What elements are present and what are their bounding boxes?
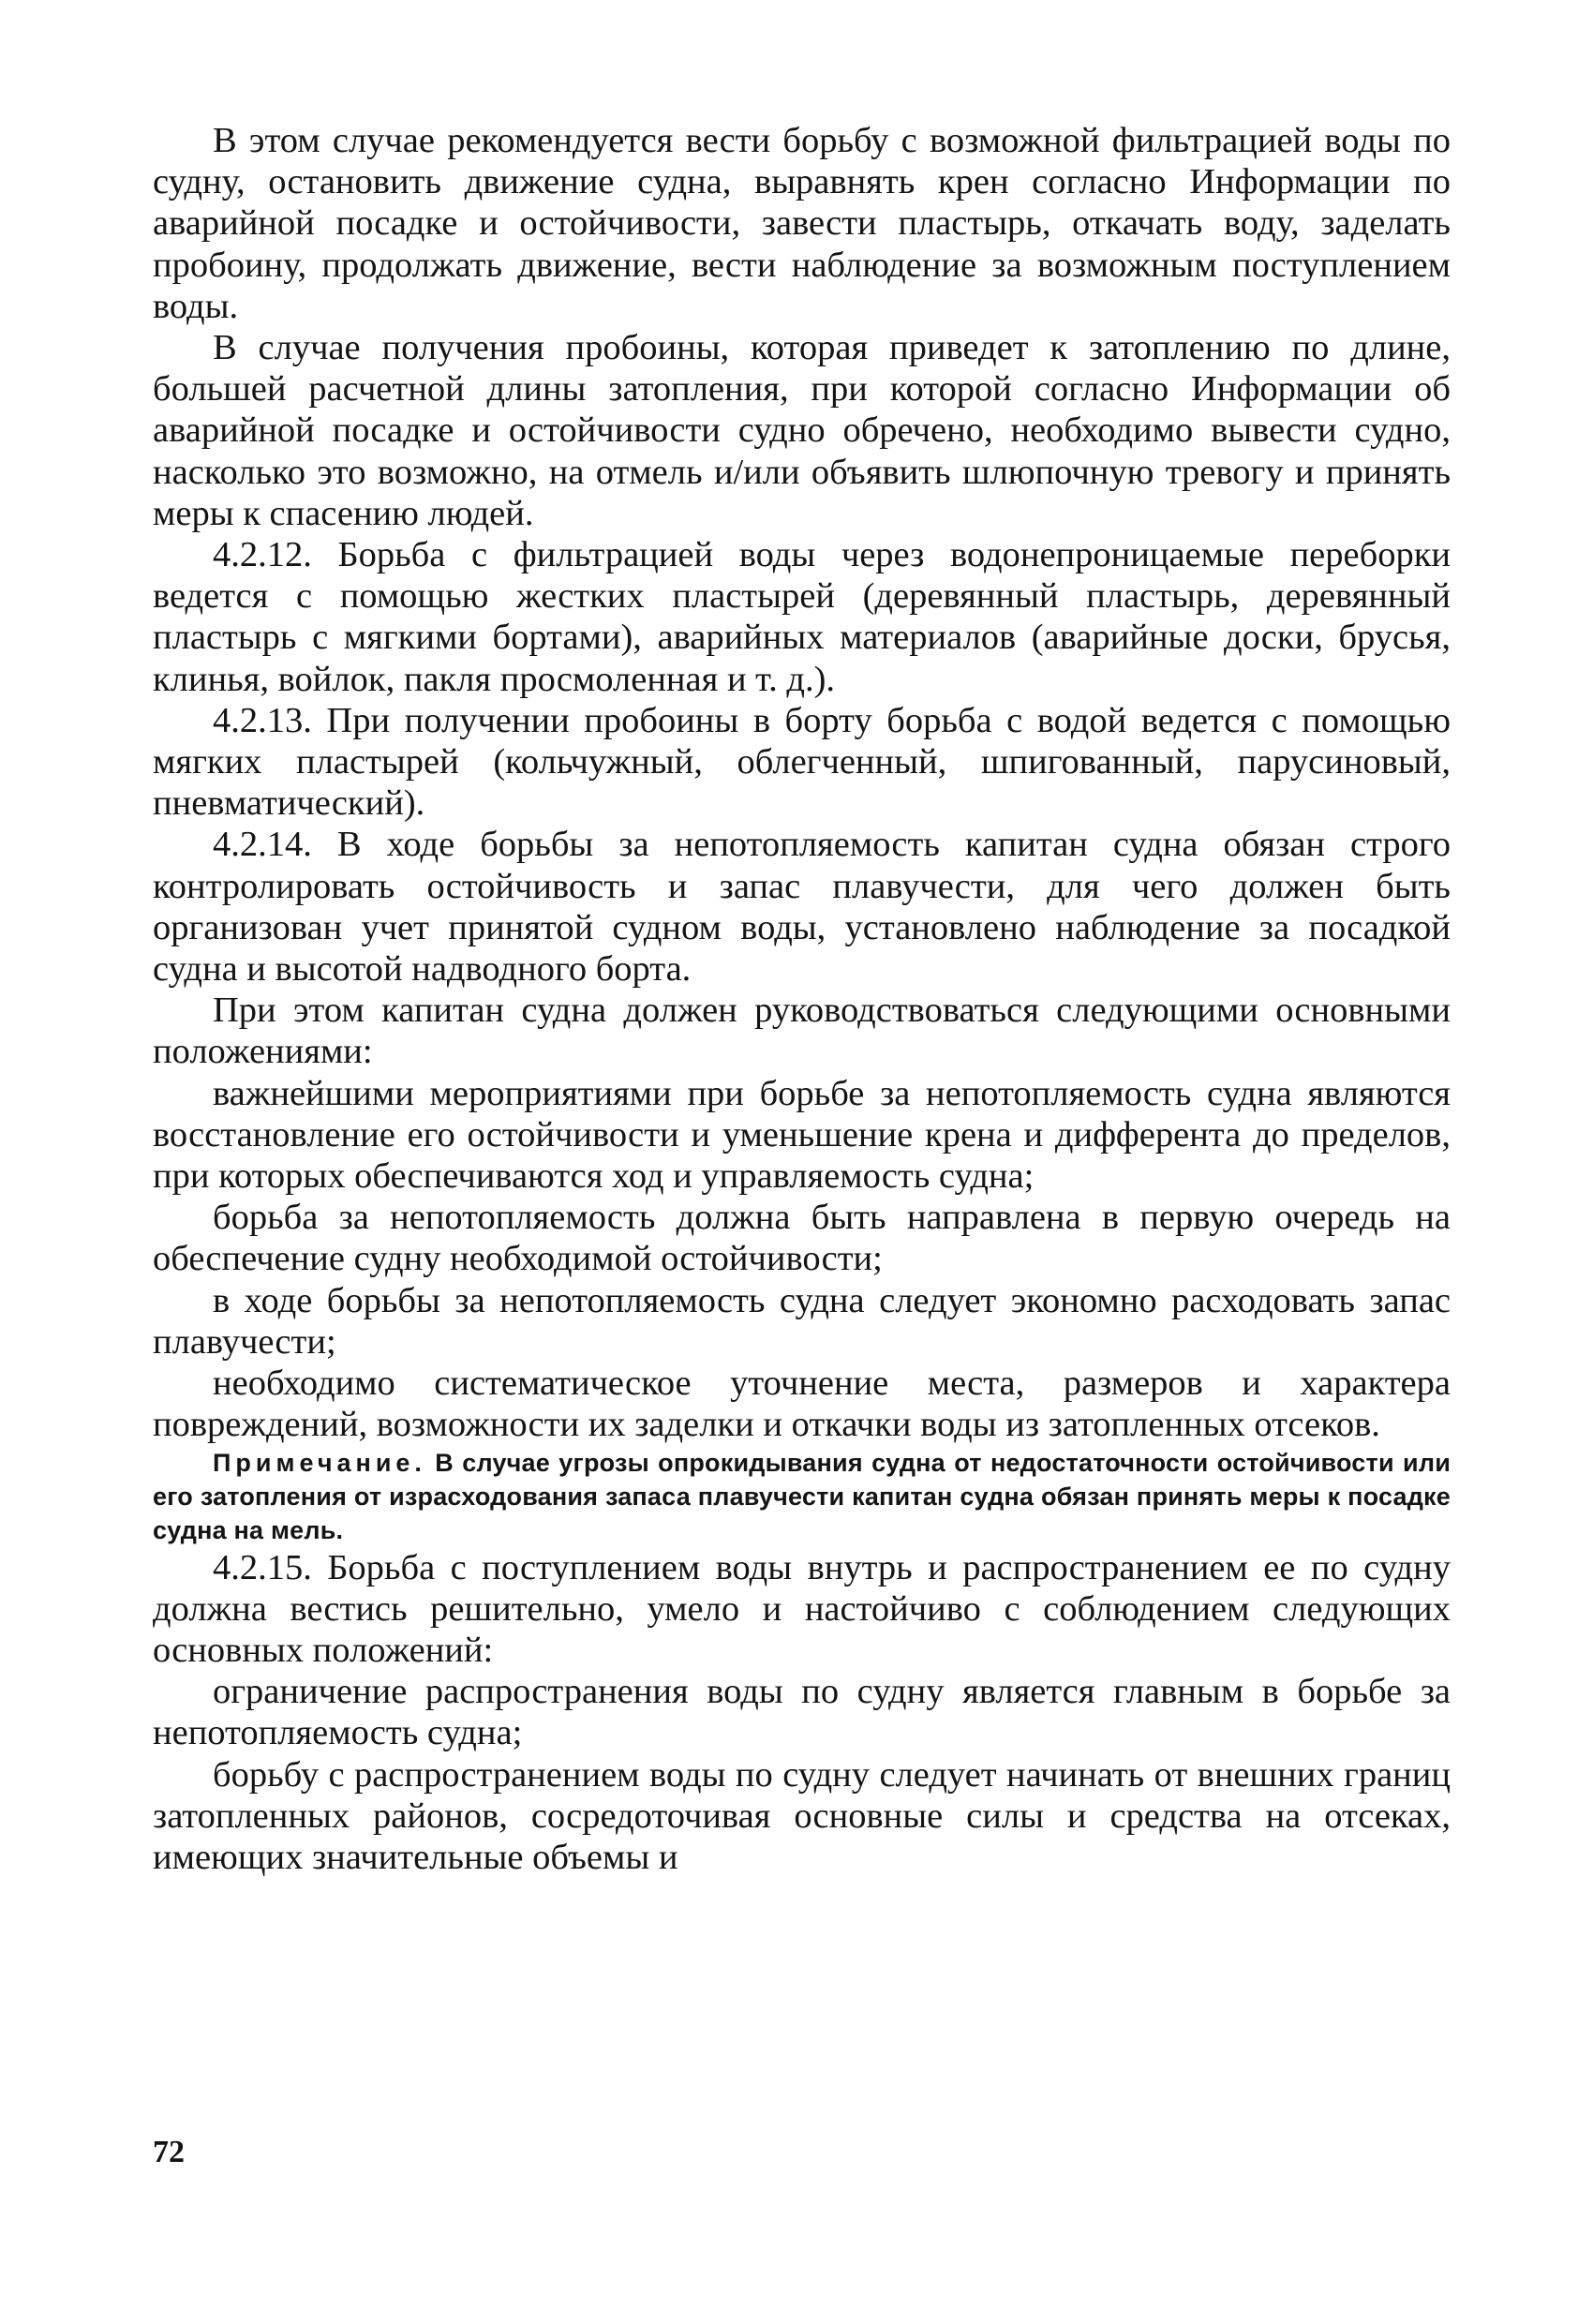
paragraph: В этом случае рекомендуется вести борьбу с возможной фильтрацией воды по судну, остановить движение судна, выравнять крен согласно Информации по аварийной посадке и остойчивости, завести пластырь, откачать воду, заделать пробоину, продолжать движение, вести наблюдение за возможным поступлением воды. [153, 121, 1451, 326]
paragraph: 4.2.13. При получении пробоины в борту борьба с водой ведется с помощью мягких пластырей (кольчужный, облегченный, шпигованный, парусиновый, пневматический). [153, 700, 1451, 824]
footnote-label: Примечание. [213, 1448, 426, 1477]
body-text [153, 120, 1451, 1878]
paragraph: В случае получения пробоины, которая приведет к затоплению по длине, большей расчетной длины затопления, при которой согласно Информации об аварийной посадке и остойчивости судно обречено, необходимо вывести судно, насколько это возможно, на отмель и/или объявить шлюпочную тревогу и принять меры к спасению людей. [153, 328, 1451, 533]
paragraph: ограничение распространения воды по судну является главным в борьбе за непотопляемость судна; [153, 1672, 1451, 1753]
footnote-text: В случае угрозы опрокидывания судна от недостаточности остойчивости или его затопления от израсходования запаса плавучести капитан судна обязан принять меры к посадке судна на мель. [153, 1448, 1451, 1544]
paragraph: 4.2.12. Борьба с фильтрацией воды через водонепроницаемые переборки ведется с помощью жестких пластырей (деревянный пластырь, деревянный пластырь с мягкими бортами), аварийных материалов (аварийные доски, брусья, клинья, войлок, пакля просмоленная и т. д.). [153, 535, 1451, 699]
paragraph: важнейшими мероприятиями при борьбе за непотопляемость судна являются восстановление его остойчивости и уменьшение крена и дифферента до пределов, при которых обеспечиваются ход и управляемость судна; [153, 1073, 1451, 1197]
paragraph: борьбу с распространением воды по судну следует начинать от внешних границ затопленных районов, сосредоточивая основные силы и средства на отсеках, имеющих значительные объемы и [153, 1754, 1451, 1877]
paragraph: 4.2.15. Борьба с поступлением воды внутрь и распространением ее по судну должна вестись решительно, умело и настойчиво с соблюдением следующих основных положений: [153, 1547, 1451, 1670]
paragraph: борьба за непотопляемость должна быть направлена в первую очередь на обеспечение судну необходимой остойчивости; [153, 1198, 1451, 1279]
paragraph: При этом капитан судна должен руководствоваться следующими основными положениями: [153, 991, 1451, 1072]
paragraph: в ходе борьбы за непотопляемость судна следует экономно расходовать запас плавучести; [153, 1280, 1451, 1362]
page-number: 72 [153, 2135, 185, 2169]
paragraph: необходимо систематическое уточнение места, размеров и характера повреждений, возможности их заделки и откачки воды из затопленных отсеков. [153, 1363, 1451, 1445]
paragraph: 4.2.14. В ходе борьбы за непотопляемость капитан судна обязан строго контролировать остойчивость и запас плавучести, для чего должен быть организован учет принятой судном воды, установлено наблюдение за посадкой судна и высотой надводного борта. [153, 825, 1451, 990]
footnote [153, 1446, 1451, 1547]
